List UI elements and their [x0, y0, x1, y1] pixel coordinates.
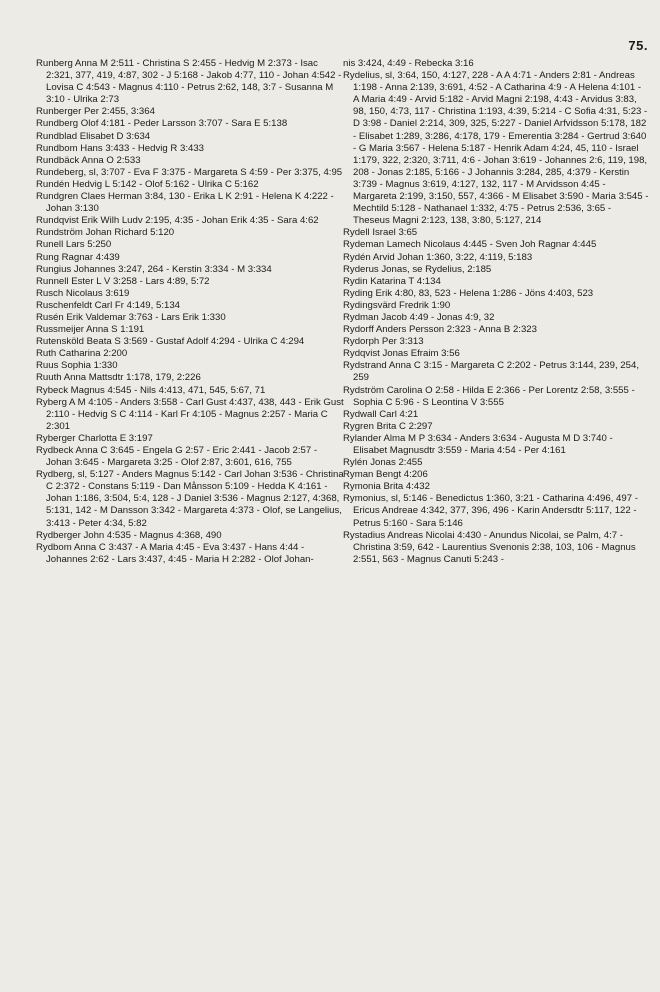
index-entry: Rydingsvärd Fredrik 1:90 — [343, 299, 451, 311]
index-entry: Russmeijer Anna S 1:191 — [36, 324, 145, 336]
index-entry: Runell Lars 5:250 — [36, 239, 112, 251]
index-column-right — [343, 58, 649, 566]
index-entry: Rung Ragnar 4:439 — [36, 251, 120, 263]
index-entry: Rymonia Brita 4:432 — [343, 481, 430, 493]
index-entry: Rundén Hedvig L 5:142 - Olof 5:162 - Ulrika C 5:162 — [36, 178, 259, 190]
index-entry: Rydqvist Jonas Efraim 3:56 — [343, 348, 460, 360]
index-entry: Rydberger John 4:535 - Magnus 4:368, 490 — [36, 529, 222, 541]
index-entry: Ryberger Charlotta E 3:197 — [36, 432, 153, 444]
index-entry: Rybeck Magnus 4:545 - Nils 4:413, 471, 545, 5:67, 71 — [36, 384, 266, 396]
index-entry: Rydström Carolina O 2:58 - Hilda E 2:366 - Per Lorentz 2:58, 3:555 - Sophia C 5:96 - S Leontina V 3:555 — [343, 384, 635, 408]
page-number: 75. — [628, 38, 648, 53]
index-entry: Rydeman Lamech Nicolaus 4:445 - Sven Joh Ragnar 4:445 — [343, 239, 597, 251]
index-entry: Rydén Arvid Johan 1:360, 3:22, 4:119, 5:183 — [343, 251, 533, 263]
index-entry: Rygren Brita C 2:297 — [343, 420, 433, 432]
index-entry: Rydorff Anders Persson 2:323 - Anna B 2:323 — [343, 324, 537, 336]
index-entry: Rundbom Hans 3:433 - Hedvig R 3:433 — [36, 142, 204, 154]
index-entry: Rundberg Olof 4:181 - Peder Larsson 3:707 - Sara E 5:138 — [36, 118, 288, 130]
index-entry: Rystadius Andreas Nicolai 4:430 - Anundus Nicolai, se Palm, 4:7 - Christina 3:59, 642 - Laurentius Svenonis 2:38, 103, 106 - Magnus 2:551, 563 - Magnus Canuti 5:243 - — [343, 529, 636, 565]
index-entry: Rylén Jonas 2:455 — [343, 457, 423, 469]
index-entry: Ruschenfeldt Carl Fr 4:149, 5:134 — [36, 299, 180, 311]
index-entry: Rydberg, sl, 5:127 - Anders Magnus 5:142 - Carl Johan 3:536 - Christina C 2:372 - Constans 5:119 - Dan Månsson 5:109 - Hedda K 4:161 - Johan 1:186, 3:504, 5:4, 128 - J Daniel 3:536 - Magnus 2:127, 4:368, 5:131, 142 - M Dansson 3:342 - Margareta 4:373 - Olof, se Langelius, 3:413 - Peter 4:34, 5:82 — [36, 469, 344, 529]
index-entry: Rutensköld Beata S 3:569 - Gustaf Adolf 4:294 - Ulrika C 4:294 — [36, 336, 305, 348]
index-entry: Rusén Erik Valdemar 3:763 - Lars Erik 1:330 — [36, 311, 226, 323]
index-entry: Rydorph Per 3:313 — [343, 336, 424, 348]
index-entry: Rymonius, sl, 5:146 - Benedictus 1:360, 3:21 - Catharina 4:496, 497 - Ericus Andreae 4:342, 377, 396, 496 - Karin Andersdtr 5:117, 122 - Petrus 5:160 - Sara 5:146 — [343, 493, 638, 529]
index-entry: Rusch Nicolaus 3:619 — [36, 287, 130, 299]
index-entry: Rundeberg, sl, 3:707 - Eva F 3:375 - Margareta S 4:59 - Per 3:375, 4:95 — [36, 166, 343, 178]
index-entry: Rydelius, sl, 3:64, 150, 4:127, 228 - A A 4:71 - Anders 2:81 - Andreas 1:198 - Anna 2:139, 3:691, 4:52 - A Catharina 4:9 - A Helena 4:101 - A Maria 4:49 - Arvid 5:182 - Arvid Magni 2:198, 4:43 - Arvidus 3:83, 98, 150, 4:73, 117 - Christina 1:193, 4:39, 5:214 - C Sofia 4:31, 5:23 - D 3:98 - Daniel 2:214, 309, 325, 5:227 - Daniel Arfvidsson 5:178, 182 - Elisabet 1:289, 3:286, 4:178, 179 - Emerentia 3:284 - Gertrud 3:640 - G Maria 3:567 - Helena 5:187 - Henrik Adam 4:24, 45, 110 - Israel 1:179, 322, 2:320, 3:711, 4:6 - Johan 3:619 - Johannes 2:6, 119, 198, 208 - Jonas 2:185, 5:166 - J Johannis 3:284, 285, 4:379 - Kerstin 3:739 - Magnus 3:619, 4:127, 132, 117 - M Arvidsson 4:45 - Margareta 2:199, 3:150, 557, 4:366 - M Elisabet 3:590 - Maria 3:545 - Mechtild 5:128 - Nathanael 1:332, 4:75 - Petrus 2:536, 3:65 - Theseus Magni 2:123, 138, 3:80, 5:127, 214 — [343, 70, 649, 227]
index-entry: Rydin Katarina T 4:134 — [343, 275, 441, 287]
index-entry: Ruus Sophia 1:330 — [36, 360, 118, 372]
index-entry: Ryderus Jonas, se Rydelius, 2:185 — [343, 263, 492, 275]
index-entry: Runnell Ester L V 3:258 - Lars 4:89, 5:72 — [36, 275, 210, 287]
index-entry: nis 3:424, 4:49 - Rebecka 3:16 — [343, 58, 474, 69]
index-entry: Ryding Erik 4:80, 83, 523 - Helena 1:286 - Jöns 4:403, 523 — [343, 287, 594, 299]
index-entry: Rundström Johan Richard 5:120 — [36, 227, 175, 239]
index-entry: Rylander Alma M P 3:634 - Anders 3:634 - Augusta M D 3:740 - Elisabet Magnusdtr 3:559 - Maria 4:54 - Per 4:161 — [343, 432, 613, 456]
index-column-left — [36, 58, 344, 566]
index-entry: Ruth Catharina 2:200 — [36, 348, 128, 360]
index-entry: Runberg Anna M 2:511 - Christina S 2:455 - Hedvig M 2:373 - Isac 2:321, 377, 419, 4:87, 302 - J 5:168 - Jakob 4:77, 110 - Johan 4:542 - Lovisa C 4:543 - Magnus 4:110 - Petrus 2:62, 148, 3:7 - Susanna M 3:10 - Ulrika 2:73 — [36, 58, 342, 106]
index-entry: Rydell Israel 3:65 — [343, 227, 418, 239]
index-entry: Rundgren Claes Herman 3:84, 130 - Erika L K 2:91 - Helena K 4:222 - Johan 3:130 — [36, 191, 334, 215]
index-entry: Rydwall Carl 4:21 — [343, 408, 419, 420]
index-entry: Rydbeck Anna C 3:645 - Engela G 2:57 - Eric 2:441 - Jacob 2:57 - Johan 3:645 - Margareta 3:25 - Olof 2:87, 3:601, 616, 755 — [36, 445, 318, 469]
index-entry: Rungius Johannes 3:247, 264 - Kerstin 3:334 - M 3:334 — [36, 263, 272, 275]
index-entry: Ruuth Anna Mattsdtr 1:178, 179, 2:226 — [36, 372, 201, 384]
index-entry: Ryberg A M 4:105 - Anders 3:558 - Carl Gust 4:437, 438, 443 - Erik Gust 2:110 - Hedvig S C 4:114 - Karl Fr 4:105 - Magnus 2:257 - Maria C 2:301 — [36, 396, 344, 432]
index-entry: Runberger Per 2:455, 3:364 — [36, 106, 155, 118]
index-entry: Rundqvist Erik Wilh Ludv 2:195, 4:35 - Johan Erik 4:35 - Sara 4:62 — [36, 215, 319, 227]
index-entry: Rydbom Anna C 3:437 - A Maria 4:45 - Eva 3:437 - Hans 4:44 - Johannes 2:62 - Lars 3:437, 4:45 - Maria H 2:282 - Olof Johan- — [36, 541, 314, 565]
index-entry: Ryman Bengt 4:206 — [343, 469, 428, 481]
index-entry: Rydman Jacob 4:49 - Jonas 4:9, 32 — [343, 311, 495, 323]
index-entry: Rundblad Elisabet D 3:634 — [36, 130, 151, 142]
index-entry: Rydstrand Anna C 3:15 - Margareta C 2:202 - Petrus 3:144, 239, 254, 259 — [343, 360, 639, 384]
index-entry: Rundbäck Anna O 2:533 — [36, 154, 141, 166]
